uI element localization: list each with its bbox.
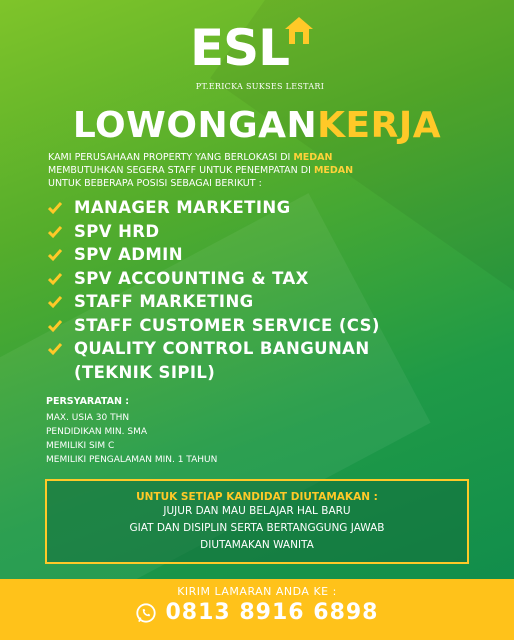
requirements-list bbox=[46, 411, 217, 467]
position-item bbox=[46, 267, 486, 291]
headline-word-1: LOWONGAN bbox=[72, 105, 318, 146]
intro-text bbox=[48, 151, 478, 190]
check-icon bbox=[48, 272, 62, 286]
position-item bbox=[46, 290, 486, 314]
check-icon bbox=[48, 342, 62, 356]
priority-item: JUJUR DAN MAU BELAJAR HAL BARU bbox=[163, 505, 351, 517]
check-icon bbox=[48, 225, 62, 239]
requirement-item: MAX. USIA 30 THN bbox=[46, 413, 130, 423]
positions-list bbox=[46, 196, 486, 384]
requirements-title: PERSYARATAN : bbox=[46, 396, 130, 407]
position-label: SPV ACCOUNTING & TAX bbox=[74, 268, 309, 288]
intro-line bbox=[48, 151, 478, 164]
position-label: MANAGER MARKETING bbox=[74, 198, 291, 217]
check-icon bbox=[48, 319, 62, 333]
logo-company-name: PT.ERICKA SUKSES LESTARI bbox=[195, 82, 325, 91]
position-label: (TEKNIK SIPIL) bbox=[74, 362, 216, 382]
location-highlight: MEDAN bbox=[293, 152, 333, 163]
whatsapp-icon bbox=[135, 602, 157, 624]
intro-line: UNTUK BEBERAPA POSISI SEBAGAI BERIKUT : bbox=[48, 178, 262, 189]
intro-text-part: MEMBUTUHKAN SEGERA STAFF UNTUK PENEMPATAN DI bbox=[48, 165, 314, 176]
priority-title: UNTUK SETIAP KANDIDAT DIUTAMAKAN : bbox=[136, 491, 378, 503]
check-icon bbox=[48, 295, 62, 309]
headline-word-2: KERJA bbox=[317, 105, 442, 146]
priority-item: GIAT DAN DISIPLIN SERTA BERTANGGUNG JAWAB bbox=[129, 522, 385, 534]
contact-label: KIRIM LAMARAN ANDA KE : bbox=[177, 585, 337, 598]
location-highlight: MEDAN bbox=[313, 165, 354, 176]
phone-row bbox=[0, 600, 514, 625]
position-item bbox=[46, 243, 486, 267]
position-item-continuation bbox=[46, 361, 486, 385]
position-item bbox=[46, 337, 486, 361]
position-item bbox=[46, 314, 486, 338]
position-label: STAFF MARKETING bbox=[74, 292, 254, 311]
priority-box bbox=[45, 479, 469, 564]
phone-number[interactable]: 0813 8916 6898 bbox=[165, 600, 379, 625]
position-label: STAFF CUSTOMER SERVICE (CS) bbox=[74, 315, 380, 335]
requirement-item: MEMILIKI PENGALAMAN MIN. 1 TAHUN bbox=[46, 455, 218, 465]
check-icon bbox=[48, 201, 62, 215]
requirement-item: MEMILIKI SIM C bbox=[46, 441, 115, 451]
check-icon bbox=[48, 248, 62, 262]
position-item bbox=[46, 196, 486, 220]
company-logo bbox=[190, 14, 330, 94]
requirement-item: PENDIDIKAN MIN. SMA bbox=[46, 427, 148, 437]
intro-text-part: KAMI PERUSAHAAN PROPERTY YANG BERLOKASI DI bbox=[48, 152, 294, 163]
position-item bbox=[46, 220, 486, 244]
position-label: SPV HRD bbox=[74, 221, 160, 241]
priority-item: DIUTAMAKAN WANITA bbox=[200, 539, 314, 551]
position-label: QUALITY CONTROL BANGUNAN bbox=[74, 339, 370, 358]
contact-footer bbox=[0, 579, 514, 640]
position-label: SPV ADMIN bbox=[74, 245, 183, 264]
logo-brand: ESL bbox=[190, 19, 290, 77]
headline bbox=[0, 104, 514, 148]
house-icon bbox=[284, 16, 314, 46]
intro-line bbox=[48, 164, 478, 177]
